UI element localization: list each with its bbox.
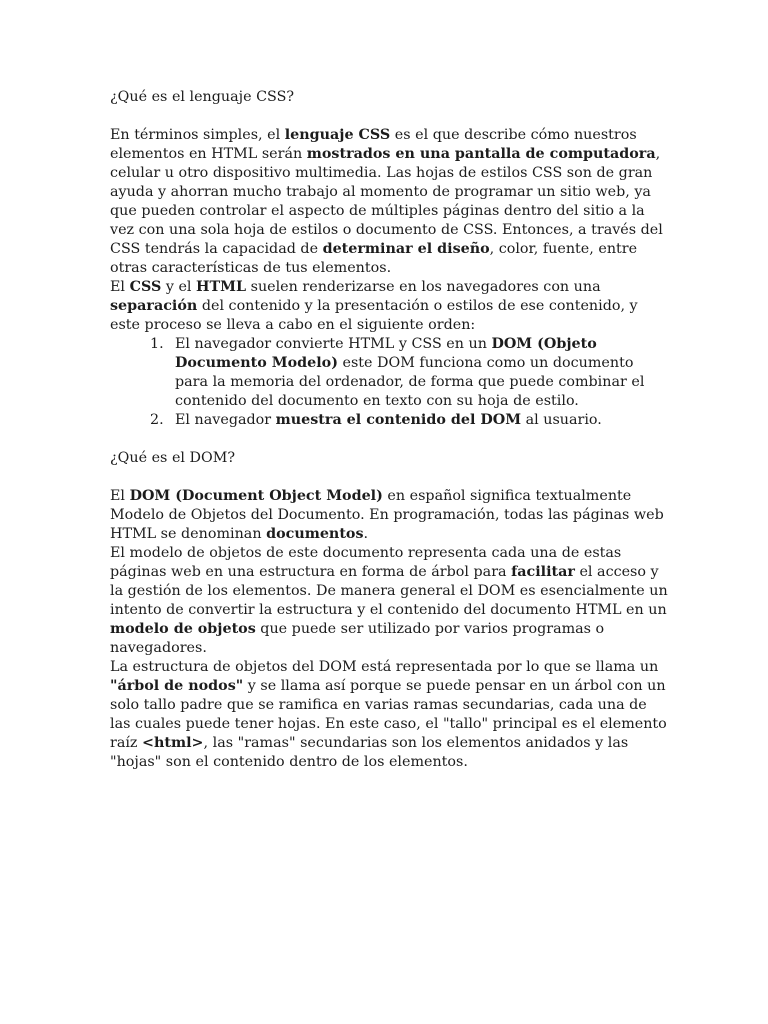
- css-intro-paragraph: [110, 126, 670, 278]
- text-run: es el que describe cómo nuestros elementos en HTML serán: [110, 127, 637, 162]
- bold-text-run: DOM (Objeto Documento Modelo): [175, 336, 597, 371]
- bold-text-run: HTML: [196, 279, 247, 295]
- text-run: que puede ser utilizado por varios programas o navegadores.: [110, 621, 605, 656]
- list-number: 2.: [150, 412, 164, 428]
- dom-definition-paragraph: [110, 487, 670, 544]
- text-run: El navegador convierte HTML y CSS en un: [175, 336, 492, 352]
- list-item: [110, 411, 670, 430]
- bold-text-run: documentos: [266, 526, 364, 542]
- bold-text-run: facilitar: [511, 564, 575, 580]
- document-page: [110, 88, 670, 772]
- render-steps-list: [110, 335, 670, 430]
- bold-text-run: DOM (Document Object Model): [129, 488, 383, 504]
- text-run: en español significa textualmente Modelo de Objetos del Documento. En programación, todas las páginas web HTML se denominan: [110, 488, 664, 542]
- text-run: al usuario.: [521, 412, 602, 428]
- bold-text-run: separación: [110, 298, 198, 314]
- text-run: El: [110, 279, 130, 295]
- bold-text-run: "árbol de nodos": [110, 678, 244, 694]
- text-run: El navegador: [175, 412, 276, 428]
- list-number: 1.: [150, 336, 164, 352]
- text-run: este DOM funciona como un documento para la memoria del ordenador, de forma que puede combinar el contenido del documento en texto con su hoja de estilo.: [175, 355, 645, 409]
- text-run: La estructura de objetos del DOM está representada por lo que se llama un: [110, 659, 659, 675]
- bold-text-run: determinar el diseño: [322, 241, 490, 257]
- text-run: , color, fuente, entre otras características de tus elementos.: [110, 241, 638, 276]
- heading-what-is-dom: ¿Qué es el DOM?: [110, 450, 236, 466]
- dom-tree-paragraph: [110, 658, 670, 772]
- bold-text-run: <html>: [142, 735, 204, 751]
- list-item-text: [175, 412, 602, 428]
- text-run: En términos simples, el: [110, 127, 285, 143]
- spacer: [110, 107, 670, 126]
- bold-text-run: mostrados en una pantalla de computadora: [306, 146, 656, 162]
- text-run: El modelo de objetos de este documento representa cada una de estas páginas web en una estructura en forma de árbol para: [110, 545, 622, 580]
- bold-text-run: muestra el contenido del DOM: [275, 412, 522, 428]
- heading-what-is-css: ¿Qué es el lenguaje CSS?: [110, 89, 295, 105]
- text-run: y el: [161, 279, 197, 295]
- list-item-text: [175, 336, 644, 409]
- text-run: , celular u otro dispositivo multimedia. Las hojas de estilos CSS son de gran ayuda y ahorran mucho trabajo al momento de programar un sitio web, ya que pueden controlar el aspecto de múltiples páginas dentro del sitio a la vez con una sola hoja de estilos o documento de CSS. Entonces, a través del CSS tendrás la capacidad de: [110, 146, 663, 257]
- text-run: del contenido y la presentación o estilos de ese contenido, y este proceso se lleva a cabo en el siguiente orden:: [110, 298, 638, 333]
- bold-text-run: lenguaje CSS: [284, 127, 391, 143]
- css-html-render-paragraph: [110, 278, 670, 335]
- dom-model-paragraph: [110, 544, 670, 658]
- text-run: y se llama así porque se puede pensar en un árbol con un solo tallo padre que se ramifica en varias ramas secundarias, cada una de las cuales puede tener hojas. En este caso, el "tallo" principal es el elemento raíz: [110, 678, 667, 751]
- spacer: [110, 468, 670, 487]
- text-run: El: [110, 488, 130, 504]
- list-item: [110, 335, 670, 411]
- text-run: el acceso y la gestión de los elementos. De manera general el DOM es esencialmente un intento de convertir la estructura y el contenido del documento HTML en un: [110, 564, 668, 618]
- spacer: [110, 430, 670, 449]
- text-run: suelen renderizarse en los navegadores con una: [246, 279, 601, 295]
- bold-text-run: modelo de objetos: [110, 621, 256, 637]
- text-run: .: [363, 526, 369, 542]
- text-run: , las "ramas" secundarias son los elementos anidados y las "hojas" son el contenido dentro de los elementos.: [110, 735, 629, 770]
- bold-text-run: CSS: [129, 279, 162, 295]
